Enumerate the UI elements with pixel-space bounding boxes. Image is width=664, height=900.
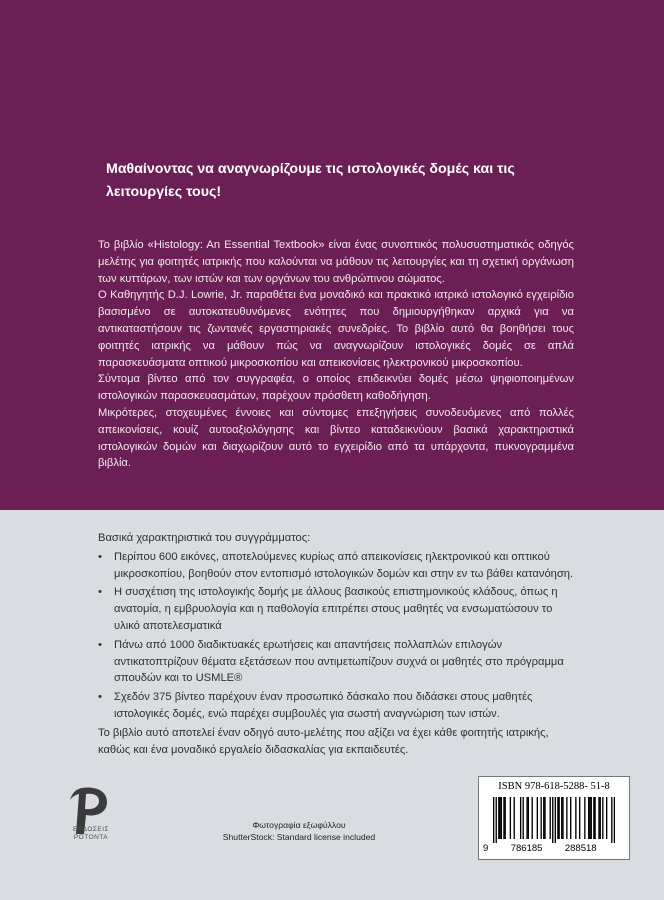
barcode-bar [557, 797, 558, 839]
barcode-bars [493, 797, 615, 843]
barcode-bar [602, 797, 603, 839]
publisher-name [58, 826, 124, 842]
barcode-bar [493, 797, 494, 843]
barcode-bar [562, 797, 563, 839]
barcode-bar [503, 797, 504, 839]
bullet: • [98, 550, 102, 563]
barcode-bar [520, 797, 521, 839]
isbn-barcode [478, 776, 630, 860]
closing-paragraph: Το βιβλίο αυτό αποτελεί έναν οδηγό αυτο-μελέτης που αξίζει να έχει κάθε φοιτητής ιατρικής, καθώς και ένα μοναδικό εργαλείο διδασκαλίας για εκπαιδευτές. [98, 726, 549, 756]
barcode-bar [543, 797, 544, 839]
barcode-bar [591, 797, 592, 839]
barcode-bar [566, 797, 567, 839]
barcode-bar [555, 797, 556, 843]
barcode-digit-group-2: 288518 [564, 843, 597, 854]
barcode-bar [510, 797, 511, 839]
credit-line-2: ShutterStock: Standard license included [222, 831, 376, 842]
barcode-bar [505, 797, 506, 839]
barcode-bar [584, 797, 585, 839]
barcode-bar [498, 797, 499, 839]
list-item [98, 549, 574, 583]
barcode-bar [614, 797, 615, 843]
barcode-digit-first: 9 [483, 843, 489, 854]
publisher-line-1: ΕΚΔΟΣΕΙΣ [72, 826, 110, 833]
barcode-bar [552, 797, 553, 843]
barcode-bar [598, 797, 599, 839]
barcode-bar [570, 797, 571, 839]
barcode-bar [550, 797, 551, 839]
features-intro: Βασικά χαρακτηριστικά του συγγράμματος: [98, 532, 311, 544]
barcode-bar [561, 797, 562, 839]
features-list [98, 549, 574, 723]
headline-line-1: Μαθαίνοντας να αναγνωρίζουμε τις ιστολογικές δομές και τις [106, 161, 515, 177]
credit-line-1: Φωτογραφία εξωφύλλου [252, 820, 346, 830]
barcode-bar [499, 797, 500, 839]
list-item [98, 689, 574, 723]
features-section [98, 530, 574, 758]
barcode-bar [501, 797, 502, 839]
barcode-bar [544, 797, 545, 839]
book-description [98, 237, 574, 472]
barcode-bar [514, 797, 515, 839]
barcode-digits [483, 843, 625, 854]
bullet: • [98, 691, 102, 704]
cover-photo-credit [214, 820, 384, 843]
publisher-line-2: ΡΟΤΟΝΤΑ [73, 834, 109, 841]
barcode-bar [589, 797, 590, 839]
description-paragraph: Ο Καθηγητής D.J. Lowrie, Jr. παραθέτει ένα μοναδικό και πρακτικό ιατρικό ιστολογικό εγχειρίδιο βασισμένο σε αυτοκατευθυνόμενες ενότητες που δημιουργήθηκαν αρχικά για να αντικαταστήσουν τις ζωντανές εργαστηριακές συνεδρίες. Το βιβλίο αυτό θα βοηθήσει τους φοιτητές ιατρικής να μάθουν πώς να αναγνωρίζουν ιστολογικές δομές σε απλά παρασκευάσματα οπτικού μικροσκοπίου και απεικονίσεις ηλεκτρονικού μικροσκοπίου. [98, 289, 574, 369]
barcode-digit-group-1: 786185 [510, 843, 543, 854]
description-paragraph: Μικρότερες, στοχευμένες έννοιες και σύντομες επεξηγήσεις συνοδευόμενες από πολλές απεικονίσεις, κουίζ αυτοαξιολόγησης και βίντεο καταδεικνύουν βασικά χαρακτηριστικά ιστολογικών δομών και διαχωρίζουν αυτό το εγχειρίδιο από τα υπάρχοντα, πυκνογραμμένα βιβλία. [98, 406, 574, 470]
feature-text: Η συσχέτιση της ιστολογικής δομής με άλλους βασικούς επιστημονικούς κλάδους, όπως η ανατομία, η εμβρυολογία και η παθολογία επιτρέπει στους μαθητές να ενσωματώσουν το υλικό αποτελεσματικά [114, 586, 558, 632]
barcode-bar [593, 797, 594, 839]
barcode-bar [532, 797, 533, 839]
isbn-label: ISBN 978-618-5288- 51-8 [498, 781, 610, 792]
barcode-bar [558, 797, 559, 839]
headline-line-2: λειτουργίες τους! [106, 184, 222, 200]
barcode-bar [526, 797, 527, 839]
feature-text: Πάνω από 1000 διαδικτυακές ερωτήσεις και απαντήσεις πολλαπλών επιλογών αντικατοπτρίζουν θέματα εξετάσεων που αντιμετωπίζουν συχνά οι μαθητές στο πρόγραμμα σπουδών και το USMLE® [114, 638, 564, 685]
barcode-bar [588, 797, 589, 839]
feature-text: Σχεδόν 375 βίντεο παρέχουν έναν προσωπικό δάσκαλο που διδάσκει στους μαθητές ιστολογικές δομές, ενώ παρέχει συμβουλές για σωστή αναγνώριση των ιστών. [114, 691, 533, 720]
bullet: • [98, 638, 102, 651]
barcode-bar [606, 797, 607, 839]
barcode-bar [537, 797, 538, 839]
headline [106, 158, 576, 204]
list-item [98, 584, 574, 634]
barcode-bar [541, 797, 542, 839]
barcode-bar [579, 797, 580, 839]
feature-text: Περίπου 600 εικόνες, αποτελούμενες κυρίως από απεικονίσεις ηλεκτρονικού και οπτικού μικροσκοπίου, βοηθούν στον εντοπισμό ιστολογικών δομών και στην εν τω βάθει κατανόηση. [114, 550, 574, 580]
barcode-bar [496, 797, 497, 843]
barcode-bar [575, 797, 576, 839]
barcode-bar [600, 797, 601, 839]
description-paragraph: Το βιβλίο «Histology: An Essential Textbook» είναι ένας συνοπτικός πολυσυστηματικός οδηγός μελέτης για φοιτητές ιατρικής που καλούνται να μάθουν τις λειτουργίες και τη σχετική οργάνωση των κυττάρων, των ιστών και των οργάνων του ανθρώπινου σώματος. [98, 239, 574, 285]
barcode-bar [611, 797, 612, 843]
description-paragraph: Σύντομα βίντεο από τον συγγραφέα, ο οποίος επιδεικνύει δομές μέσω ψηφιοποιημένων ιστολογικών παρασκευασμάτων, παρέχουν πρόσθετη καθοδήγηση. [98, 373, 574, 403]
barcode-bar [528, 797, 529, 839]
barcode-bar [594, 797, 595, 839]
barcode-bar [523, 797, 524, 839]
bullet: • [98, 586, 102, 599]
list-item [98, 637, 574, 687]
